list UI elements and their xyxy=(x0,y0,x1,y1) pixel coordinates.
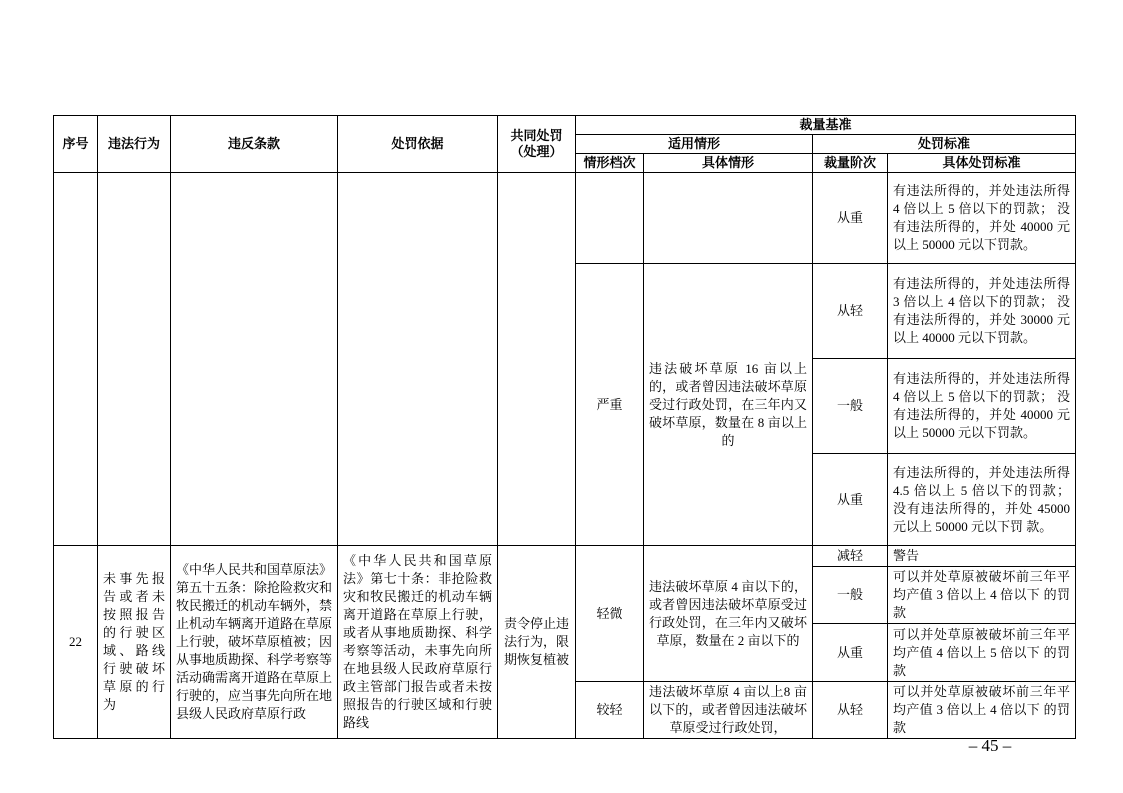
header-weifa-xingwei: 违法行为 xyxy=(98,116,171,173)
cell-juti-chufa-biaozhun: 可以并处草原被破坏前三年平均产值 4 倍以上 5 倍以下 的罚款 xyxy=(888,624,1076,682)
cell-chufa-yiju-empty xyxy=(338,173,498,546)
cell-weifa-xingwei-empty xyxy=(98,173,171,546)
header-cailiang-jizhun: 裁量基准 xyxy=(576,116,1076,135)
cell-juti-qingxing: 违法破坏草原 4 亩以上8 亩以下的，或者曾因违法破坏草原受过行政处罚， xyxy=(644,682,813,739)
cell-gongtong-chufa: 责令停止违法行为，限期恢复植被 xyxy=(498,546,576,739)
cell-cailiang-jieci: 从重 xyxy=(813,624,888,682)
cell-qingxing-dangci-empty xyxy=(576,173,644,264)
header-gongtong-chufa: 共同处罚（处理） xyxy=(498,116,576,173)
header-xuhao: 序号 xyxy=(54,116,98,173)
page-number: – 45 – xyxy=(968,736,1012,755)
header-chufa-yiju: 处罚依据 xyxy=(338,116,498,173)
cell-qingxing-dangci: 轻微 xyxy=(576,546,644,682)
cell-cailiang-jieci: 从轻 xyxy=(813,682,888,739)
cell-juti-chufa-biaozhun: 有违法所得的，并处违法所得 4 倍以上 5 倍以下的罚款； 没有违法所得的，并处 40000 元以上 50000 元以下罚款。 xyxy=(888,359,1076,454)
cell-xuhao-empty xyxy=(54,173,98,546)
cell-gongtong-chufa-empty xyxy=(498,173,576,546)
cell-weifan-tiaokuan-empty xyxy=(171,173,338,546)
penalty-discretion-table xyxy=(53,115,1076,739)
cell-xuhao: 22 xyxy=(54,546,98,739)
cell-juti-chufa-biaozhun: 可以并处草原被破坏前三年平均产值 3 倍以上 4 倍以下 的罚款 xyxy=(888,567,1076,624)
cell-qingxing-dangci: 较轻 xyxy=(576,682,644,739)
cell-cailiang-jieci: 从重 xyxy=(813,173,888,264)
cell-juti-chufa-biaozhun: 警告 xyxy=(888,546,1076,567)
cell-cailiang-jieci: 一般 xyxy=(813,359,888,454)
cell-qingxing-dangci: 严重 xyxy=(576,264,644,546)
header-weifan-tiaokuan: 违反条款 xyxy=(171,116,338,173)
cell-juti-qingxing: 违法破坏草原 16 亩以上的，或者曾因违法破坏草原受过行政处罚，在三年内又破坏草原，数量在 8 亩以上的 xyxy=(644,264,813,546)
cell-cailiang-jieci: 从重 xyxy=(813,454,888,546)
header-chufa-biaozhun: 处罚标准 xyxy=(813,135,1076,154)
cell-juti-chufa-biaozhun: 有违法所得的，并处违法所得 4.5 倍以上 5 倍以下的罚款； 没有违法所得的，并处 45000 元以上 50000 元以下罚 款。 xyxy=(888,454,1076,546)
header-qingxing-dangci: 情形档次 xyxy=(576,154,644,173)
cell-juti-chufa-biaozhun: 可以并处草原被破坏前三年平均产值 3 倍以上 4 倍以下 的罚款 xyxy=(888,682,1076,739)
header-juti-qingxing: 具体情形 xyxy=(644,154,813,173)
cell-juti-chufa-biaozhun: 有违法所得的，并处违法所得 4 倍以上 5 倍以下的罚款； 没有违法所得的，并处 40000 元以上 50000 元以下罚款。 xyxy=(888,173,1076,264)
header-cailiang-jieci: 裁量阶次 xyxy=(813,154,888,173)
cell-cailiang-jieci: 从轻 xyxy=(813,264,888,359)
cell-chufa-yiju: 《中华人民共和国草原法》第七十条：非抢险救灾和牧民搬迁的机动车辆离开道路在草原上行驶，或者从事地质勘探、科学考察等活动，未事先向所在地县级人民政府草原行政主管部门报告或者未按照报告的行驶区域和行驶路线 xyxy=(338,546,498,739)
cell-weifan-tiaokuan: 《中华人民共和国草原法》第五十五条：除抢险救灾和牧民搬迁的机动车辆外，禁止机动车辆离开道路在草原上行驶，破坏草原植被；因从事地质勘探、科学考察等活动确需离开道路在草原上行驶的，应当事先向所在地县级人民政府草原行政 xyxy=(171,546,338,739)
cell-cailiang-jieci: 减轻 xyxy=(813,546,888,567)
cell-weifa-xingwei: 未事先报告或者未按照报告的行驶区域、路线行驶破坏草原的行为 xyxy=(98,546,171,739)
header-juti-chufa-biaozhun: 具体处罚标准 xyxy=(888,154,1076,173)
cell-juti-chufa-biaozhun: 有违法所得的，并处违法所得 3 倍以上 4 倍以下的罚款； 没有违法所得的，并处 30000 元以上 40000 元以下罚款。 xyxy=(888,264,1076,359)
cell-juti-qingxing-empty xyxy=(644,173,813,264)
cell-cailiang-jieci: 一般 xyxy=(813,567,888,624)
header-shiyong-qingxing: 适用情形 xyxy=(576,135,813,154)
cell-juti-qingxing: 违法破坏草原 4 亩以下的，或者曾因违法破坏草原受过行政处罚，在三年内又破坏草原，数量在 2 亩以下的 xyxy=(644,546,813,682)
